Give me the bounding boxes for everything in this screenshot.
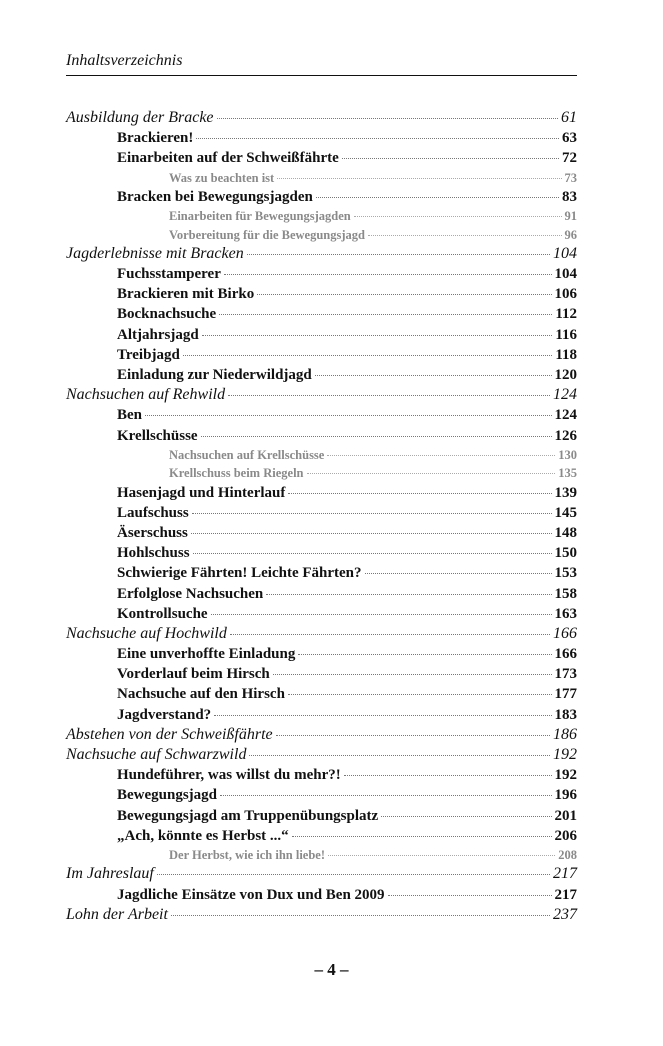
dot-leader (193, 553, 552, 554)
dot-leader (288, 694, 552, 695)
toc-section-entry (66, 584, 577, 604)
toc-subsection-entry (66, 226, 577, 244)
toc-entry-title: Im Jahreslauf (66, 865, 154, 883)
toc-entry-page: 145 (554, 504, 577, 521)
toc-entry-title: Bocknachsuche (117, 306, 217, 323)
dot-leader (368, 235, 562, 236)
toc-entry-page: 106 (554, 286, 577, 303)
toc-entry-title: Bewegungsjagd am Truppenübungsplatz (117, 807, 379, 824)
toc-entry-title: Erfolglose Nachsuchen (117, 585, 264, 602)
dot-leader (145, 415, 551, 416)
toc-entry-page: 217 (553, 865, 577, 883)
dot-leader (298, 654, 551, 655)
dot-leader (202, 335, 553, 336)
toc-entry-title: Äserschuss (117, 524, 188, 541)
dot-leader (211, 614, 552, 615)
toc-entry-page: 116 (555, 326, 577, 343)
toc-section-entry (66, 264, 577, 284)
toc-entry-title: Vorbereitung für die Bewegungsjagd (169, 227, 365, 242)
toc-section-entry (66, 483, 577, 503)
toc-section-entry (66, 284, 577, 304)
toc-entry-page: 158 (554, 585, 577, 602)
toc-entry-title: Krellschuss beim Riegeln (169, 466, 304, 481)
dot-leader (217, 118, 558, 119)
toc-entry-page: 130 (558, 447, 577, 462)
table-of-contents (66, 108, 577, 925)
toc-section-entry (66, 765, 577, 785)
dot-leader (266, 594, 551, 595)
toc-section-entry (66, 325, 577, 345)
toc-section-entry (66, 426, 577, 446)
toc-entry-page: 73 (564, 170, 577, 185)
toc-chapter-entry (66, 108, 577, 128)
toc-section-entry (66, 826, 577, 846)
toc-entry-page: 206 (554, 827, 577, 844)
toc-entry-page: 166 (554, 646, 577, 663)
toc-entry-title: Jagderlebnisse mit Bracken (66, 244, 244, 262)
dot-leader (224, 274, 552, 275)
toc-entry-title: Einarbeiten für Bewegungsjagden (169, 209, 351, 224)
toc-entry-title: Hohlschuss (117, 545, 190, 562)
toc-section-entry (66, 604, 577, 624)
dot-leader (365, 573, 552, 574)
toc-section-entry (66, 684, 577, 704)
toc-entry-page: 186 (553, 725, 577, 743)
toc-entry-page: 124 (553, 386, 577, 404)
toc-entry-title: Eine unverhoffte Einladung (117, 646, 296, 663)
toc-entry-title: Kontrollsuche (117, 605, 208, 622)
toc-entry-page: 208 (558, 847, 577, 862)
toc-entry-title: Ausbildung der Bracke (66, 109, 214, 126)
dot-leader (192, 513, 552, 514)
toc-entry-page: 201 (554, 807, 577, 824)
toc-section-entry (66, 304, 577, 324)
toc-entry-page: 83 (562, 188, 577, 205)
toc-section-entry (66, 148, 577, 168)
dot-leader (307, 473, 556, 474)
dot-leader (276, 735, 550, 736)
toc-entry-title: Altjahrsjagd (117, 326, 199, 343)
toc-chapter-entry (66, 905, 577, 925)
toc-entry-title: Ben (117, 407, 143, 424)
toc-section-entry (66, 785, 577, 805)
toc-entry-title: Der Herbst, wie ich ihn liebe! (169, 847, 325, 862)
page-number: – 4 – (314, 960, 349, 979)
toc-entry-title: Nachsuchen auf Rehwild (66, 386, 226, 404)
toc-entry-page: 104 (554, 266, 577, 283)
dot-leader (354, 216, 562, 217)
toc-subsection-entry (66, 464, 577, 482)
dot-leader (277, 178, 561, 179)
toc-chapter-entry (66, 244, 577, 264)
dot-leader (328, 855, 555, 856)
toc-section-entry (66, 705, 577, 725)
toc-entry-page: 120 (554, 367, 577, 384)
toc-entry-page: 196 (554, 787, 577, 804)
toc-entry-page: 126 (554, 427, 577, 444)
dot-leader (201, 436, 552, 437)
toc-chapter-entry (66, 745, 577, 765)
toc-chapter-entry (66, 864, 577, 884)
dot-leader (273, 674, 552, 675)
toc-entry-page: 91 (564, 209, 577, 224)
dot-leader (288, 493, 551, 494)
toc-entry-page: 192 (554, 767, 577, 784)
dot-leader (292, 836, 552, 837)
toc-entry-page: 118 (555, 346, 577, 363)
dot-leader (228, 395, 550, 396)
dot-leader (249, 755, 550, 756)
dot-leader (219, 314, 552, 315)
toc-entry-page: 217 (554, 886, 577, 903)
running-header-title: Inhaltsverzeichnis (66, 52, 183, 69)
dot-leader (344, 775, 552, 776)
dot-leader (183, 355, 553, 356)
toc-entry-page: 104 (553, 244, 577, 262)
running-header (66, 51, 577, 76)
toc-entry-page: 63 (562, 130, 577, 147)
dot-leader (381, 816, 551, 817)
toc-entry-title: Jagdliche Einsätze von Dux und Ben 2009 (117, 886, 385, 903)
toc-entry-title: Schwierige Fährten! Leichte Fährten? (117, 565, 362, 582)
toc-entry-title: Lohn der Arbeit (66, 905, 168, 923)
toc-entry-page: 148 (554, 524, 577, 541)
toc-entry-page: 183 (554, 706, 577, 723)
toc-entry-title: Brackieren! (117, 130, 194, 147)
toc-entry-title: Vorderlauf beim Hirsch (117, 666, 270, 683)
toc-entry-title: Laufschuss (117, 504, 189, 521)
toc-entry-page: 150 (554, 545, 577, 562)
toc-entry-page: 177 (554, 686, 577, 703)
dot-leader (191, 533, 552, 534)
toc-entry-title: Nachsuche auf Schwarzwild (66, 746, 247, 764)
toc-section-entry (66, 345, 577, 365)
toc-entry-title: Treibjagd (117, 346, 180, 363)
toc-section-entry (66, 523, 577, 543)
toc-chapter-entry (66, 624, 577, 644)
toc-entry-page: 237 (553, 905, 577, 923)
dot-leader (315, 375, 552, 376)
toc-entry-title: Bewegungsjagd (117, 787, 218, 804)
toc-entry-title: Brackieren mit Birko (117, 286, 255, 303)
toc-section-entry (66, 806, 577, 826)
toc-section-entry (66, 543, 577, 563)
toc-entry-title: Einarbeiten auf der Schweißfährte (117, 150, 339, 167)
toc-subsection-entry (66, 169, 577, 187)
toc-subsection-entry (66, 207, 577, 225)
toc-entry-title: Was zu beachten ist (169, 170, 275, 185)
dot-leader (327, 455, 555, 456)
toc-entry-page: 96 (564, 227, 577, 242)
toc-entry-title: Nachsuchen auf Krellschüsse (169, 447, 325, 462)
toc-chapter-entry (66, 385, 577, 405)
toc-entry-page: 139 (554, 484, 577, 501)
toc-section-entry (66, 405, 577, 425)
dot-leader (247, 254, 550, 255)
toc-section-entry (66, 664, 577, 684)
toc-entry-title: Abstehen von der Schweißfährte (66, 725, 273, 743)
toc-entry-title: Einladung zur Niederwildjagd (117, 367, 312, 384)
toc-entry-page: 153 (554, 565, 577, 582)
toc-entry-title: „Ach, könnte es Herbst ...“ (117, 827, 289, 844)
toc-entry-page: 112 (555, 306, 577, 323)
toc-entry-page: 124 (554, 407, 577, 424)
dot-leader (388, 895, 552, 896)
toc-entry-title: Fuchsstamperer (117, 266, 221, 283)
dot-leader (214, 715, 551, 716)
toc-entry-page: 72 (562, 150, 577, 167)
dot-leader (196, 138, 559, 139)
toc-entry-title: Jagdverstand? (117, 706, 212, 723)
toc-entry-title: Krellschüsse (117, 427, 198, 444)
dot-leader (230, 634, 550, 635)
toc-section-entry (66, 644, 577, 664)
toc-subsection-entry (66, 446, 577, 464)
toc-entry-title: Bracken bei Bewegungsjagden (117, 188, 313, 205)
toc-entry-page: 166 (553, 624, 577, 642)
dot-leader (316, 197, 559, 198)
toc-entry-page: 192 (553, 746, 577, 764)
toc-chapter-entry (66, 725, 577, 745)
toc-section-entry (66, 563, 577, 583)
dot-leader (157, 874, 550, 875)
toc-entry-title: Hasenjagd und Hinterlauf (117, 484, 286, 501)
toc-entry-title: Hundeführer, was willst du mehr?! (117, 767, 341, 784)
toc-section-entry (66, 187, 577, 207)
toc-entry-page: 61 (561, 109, 577, 126)
toc-section-entry (66, 885, 577, 905)
toc-entry-page: 135 (558, 466, 577, 481)
toc-entry-title: Nachsuche auf den Hirsch (117, 686, 285, 703)
dot-leader (342, 158, 559, 159)
toc-subsection-entry (66, 846, 577, 864)
toc-section-entry (66, 128, 577, 148)
toc-entry-page: 163 (554, 605, 577, 622)
toc-entry-page: 173 (554, 666, 577, 683)
toc-section-entry (66, 503, 577, 523)
dot-leader (257, 294, 551, 295)
dot-leader (220, 795, 551, 796)
toc-entry-title: Nachsuche auf Hochwild (66, 624, 227, 642)
dot-leader (171, 915, 550, 916)
toc-section-entry (66, 365, 577, 385)
